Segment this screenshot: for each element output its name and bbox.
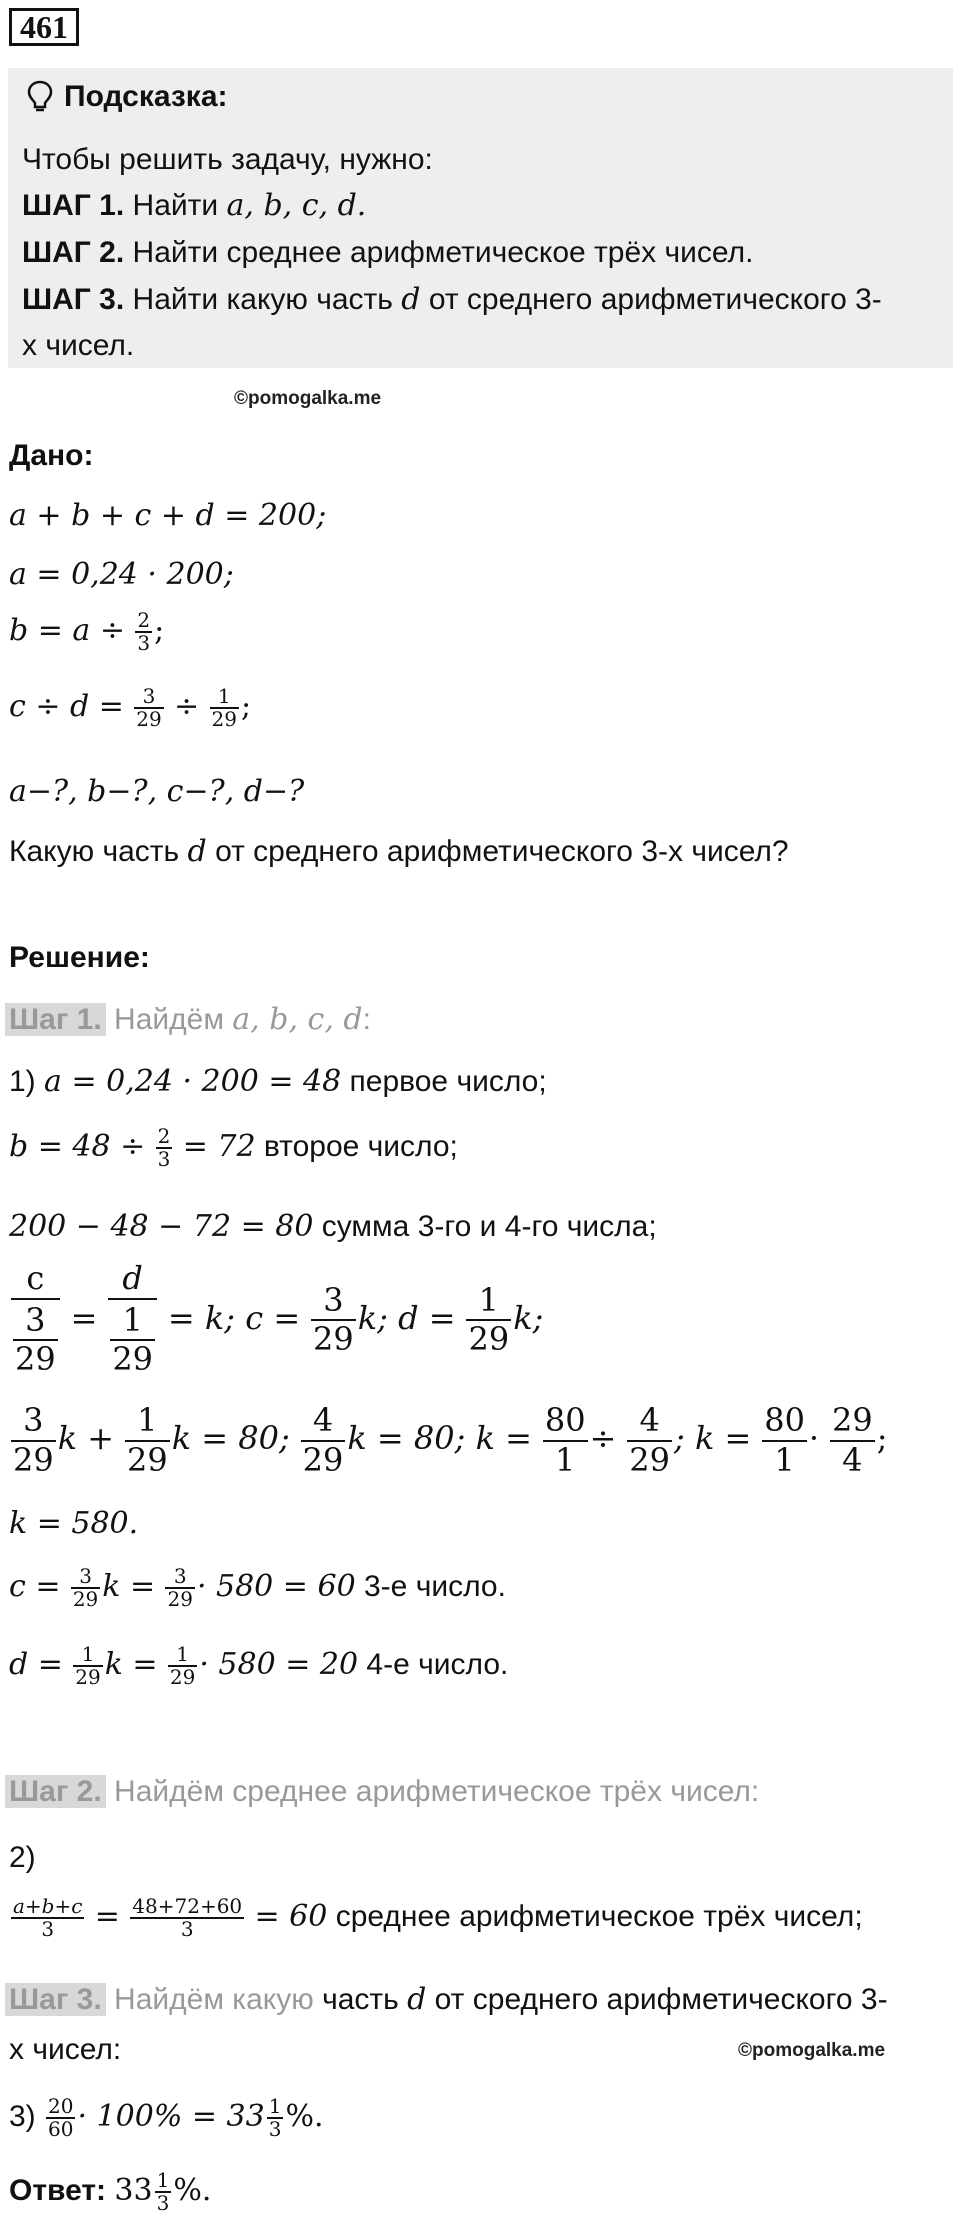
solution-step-3-heading: Шаг 3. Найдём какую часть d от среднего арифметического 3- [9, 1982, 888, 2018]
hint-step-3: ШАГ 3. Найти какую часть d от среднего арифметического 3- [22, 282, 882, 317]
hint-step-2: ШАГ 2. Найти среднее арифметическое трёх чисел. [22, 236, 754, 269]
solution-line-1: 1) a = 0,24 · 200 = 48 первое число; [9, 1064, 547, 1099]
given-line-4: c ÷ d = $\frac{3}{29}$ ÷ $\frac{1}{29}$ ; [9, 684, 252, 731]
solution-title: Решение: [9, 941, 150, 974]
answer-line: Ответ: 33 $\frac{1}{3}$ %. [9, 2168, 212, 2215]
hint-step-1: ШАГ 1. Найти a, b, c, d. [22, 188, 367, 223]
given-line-3: b = a ÷ $\frac{2}{3}$ ; [9, 608, 165, 655]
given-line-1: a + b + c + d = 200; [9, 498, 327, 533]
solution-line-8: d = $\frac{1}{29}$ k = $\frac{1}{29}$ · 580 = 20 4-е число. [9, 1642, 509, 1689]
solution-line-7: c = $\frac{3}{29}$ k = $\frac{3}{29}$ · 580 = 60 3-е число. [9, 1564, 506, 1611]
task-number: 461 [9, 8, 79, 46]
copyright-bottom: ©pomogalka.me [738, 2040, 886, 2061]
solution-step-3-cont: х чисел: [9, 2033, 122, 2066]
solution-line-5: $\frac{3}{29}$ k + $\frac{1}{29}$ k = 80; $\frac{4}{29}$ k = 80; k = $\frac{80}{1}$ ÷ $\frac{4}{29}$ ; k = $\frac{80}{1}$ · $\frac{29}{4}$ ; [13, 1401, 888, 1479]
solution-line-6: k = 580. [9, 1506, 139, 1541]
solution-line-4: $\frac{c}{\frac{3}{29}}$ = $\frac{d}{\frac{1}{29}}$ = k; c = $\frac{3}{29}$ k; d = $\frac{1}{29}$ k; [9, 1262, 543, 1379]
given-question: Какую часть d от среднего арифметического 3-х чисел? [9, 834, 789, 869]
hint-step-3-cont: х чисел. [22, 329, 135, 362]
given-line-2: a = 0,24 · 200; [9, 557, 234, 592]
given-title: Дано: [9, 439, 94, 472]
hint-title: Подсказка: [64, 80, 228, 113]
solution-line-11: 3) $\frac{20}{60}$ · 100% = 33 $\frac{1}{3}$ %. [9, 2094, 324, 2141]
solution-step-2-heading: Шаг 2. Найдём среднее арифметическое трёх чисел: [9, 1774, 759, 1810]
solution-line-3: 200 − 48 − 72 = 80 сумма 3-го и 4-го числа; [9, 1209, 657, 1244]
solution-line-10: $\frac{a+b+c}{3}$ = $\frac{48+72+60}{3}$ = 60 среднее арифметическое трёх чисел; [13, 1894, 863, 1941]
solution-line-9: 2) [9, 1841, 36, 1874]
solution-step-1-heading: Шаг 1. Найдём a, b, c, d: [9, 1002, 371, 1038]
hint-intro: Чтобы решить задачу, нужно: [22, 143, 433, 176]
given-line-5: a−?, b−?, c−?, d−? [9, 774, 305, 809]
copyright-top: ©pomogalka.me [234, 388, 382, 409]
solution-line-2: b = 48 ÷ $\frac{2}{3}$ = 72 второе число; [9, 1124, 458, 1171]
lightbulb-icon [27, 80, 53, 114]
